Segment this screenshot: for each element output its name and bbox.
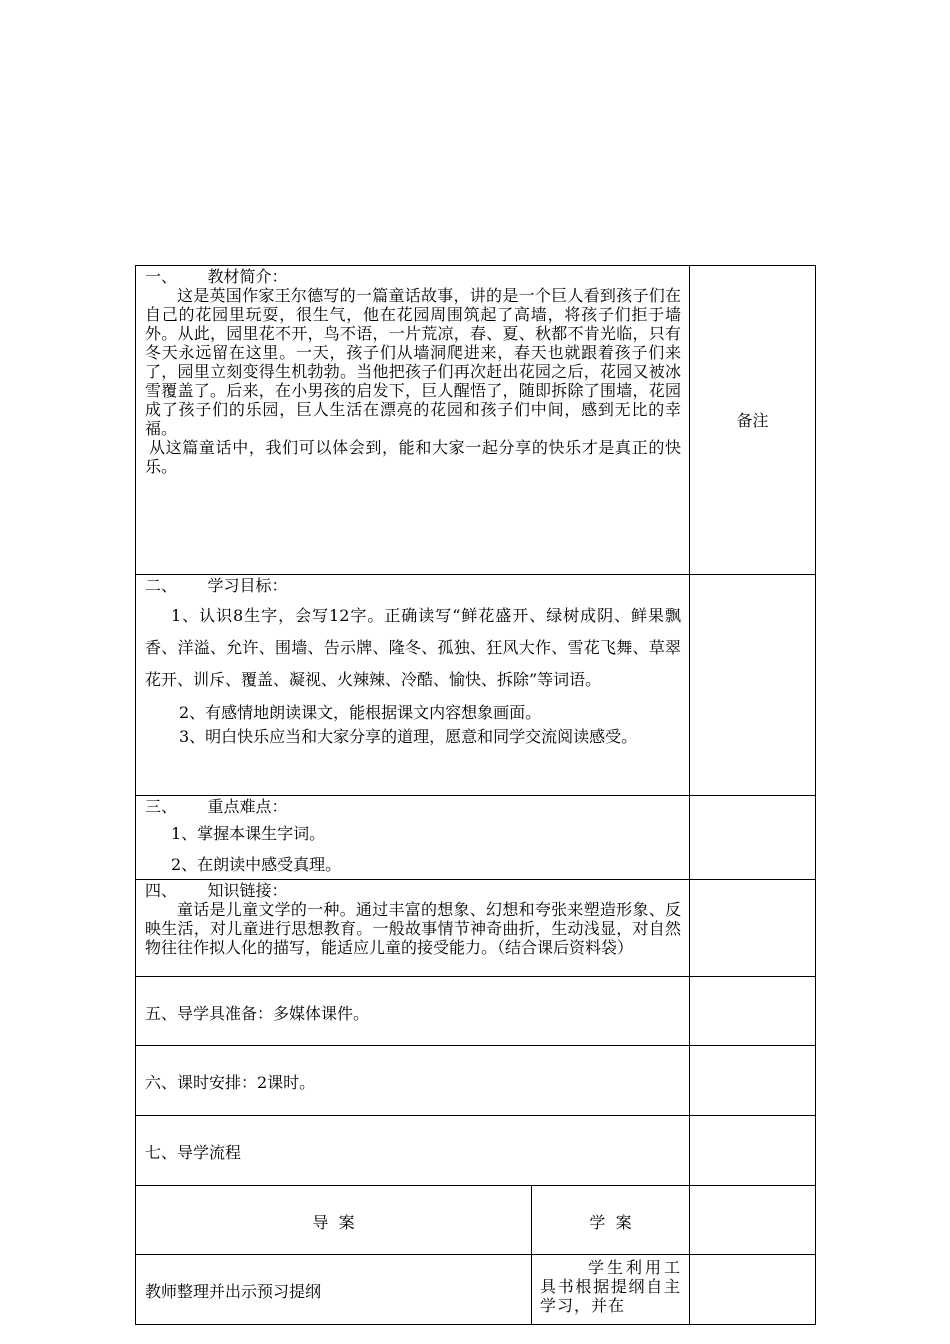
materials-prep-text: 五、导学具准备：多媒体课件。	[145, 1004, 370, 1023]
study-label: 学 案	[589, 1213, 632, 1232]
materials-heading: 一、 教材简介：	[145, 267, 288, 286]
objectives-cell	[136, 575, 690, 795]
study-column-header	[532, 1186, 690, 1254]
flow-header-row	[136, 1186, 815, 1255]
knowledge-link-text: 童话是儿童文学的一种。通过丰富的想象、幻想和夸张来塑造形象、反映生活，对儿童进行思想教育。一般故事情节神奇曲折，生动浅显，对自然物往往作拟人化的描写，能适应儿童的接受能力。（结合课后资料袋）	[145, 900, 681, 957]
objective-3: 3、明白快乐应当和大家分享的道理，愿意和同学交流阅读感受。	[179, 727, 638, 746]
knowledge-link-cell	[136, 880, 690, 976]
lesson-plan-table	[135, 265, 816, 1325]
flow-row-1	[136, 1255, 815, 1324]
section-knowledge-link	[136, 880, 815, 977]
materials-cell	[136, 266, 690, 574]
objective-2: 2、有感情地朗读课文，能根据课文内容想象画面。	[179, 703, 542, 722]
remark-cell	[690, 266, 815, 574]
objectives-heading: 二、 学习目标：	[145, 576, 288, 595]
guide-column-header	[136, 1186, 532, 1254]
row1-study-text: 学生利用工具书根据提纲自主学习，并在	[540, 1258, 681, 1315]
guide-label: 导 案	[312, 1213, 355, 1232]
key-point-2: 2、在朗读中感受真理。	[171, 855, 342, 874]
key-points-cell	[136, 796, 690, 879]
objective-1: 1、认识8生字，会写12字。正确读写“鲜花盛开、绿树成阴、鲜果飘香、洋溢、允许、围墙、告示牌、隆冬、孤独、狂风大作、雪花飞舞、草翠花开、训斥、覆盖、凝视、火辣辣、冷酷、愉快、拆除”等词语。	[145, 606, 681, 689]
knowledge-link-heading: 四、 知识链接：	[145, 881, 288, 900]
materials-moral: 从这篇童话中，我们可以体会到，能和大家一起分享的快乐才是真正的快乐。	[145, 438, 681, 476]
section-materials-prep	[136, 977, 815, 1046]
section-key-points	[136, 796, 815, 880]
flow-heading: 七、导学流程	[145, 1143, 242, 1162]
section-objectives	[136, 575, 815, 796]
schedule-text: 六、课时安排：2课时。	[145, 1073, 316, 1092]
materials-summary: 这是英国作家王尔德写的一篇童话故事，讲的是一个巨人看到孩子们在自己的花园里玩耍，很生气，他在花园周围筑起了高墙，将孩子们拒于墙外。从此，园里花不开，鸟不语，一片荒凉，春、夏、秋都不肯光临，只有冬天永远留在这里。一天，孩子们从墙洞爬进来，春天也就跟着孩子们来了，园里立刻变得生机勃勃。当他把孩子们再次赶出花园之后，花园又被冰雪覆盖了。后来，在小男孩的启发下，巨人醒悟了，随即拆除了围墙，花园成了孩子们的乐园，巨人生活在漂亮的花园和孩子们中间，感到无比的幸福。	[145, 286, 681, 438]
section-flow	[136, 1116, 815, 1186]
key-points-heading: 三、 重点难点：	[145, 797, 288, 816]
section-schedule	[136, 1046, 815, 1116]
section-materials	[136, 266, 815, 575]
row1-guide-text: 教师整理并出示预习提纲	[145, 1282, 322, 1301]
remark-label: 备注	[736, 411, 769, 430]
key-point-1: 1、掌握本课生字词。	[171, 824, 326, 843]
